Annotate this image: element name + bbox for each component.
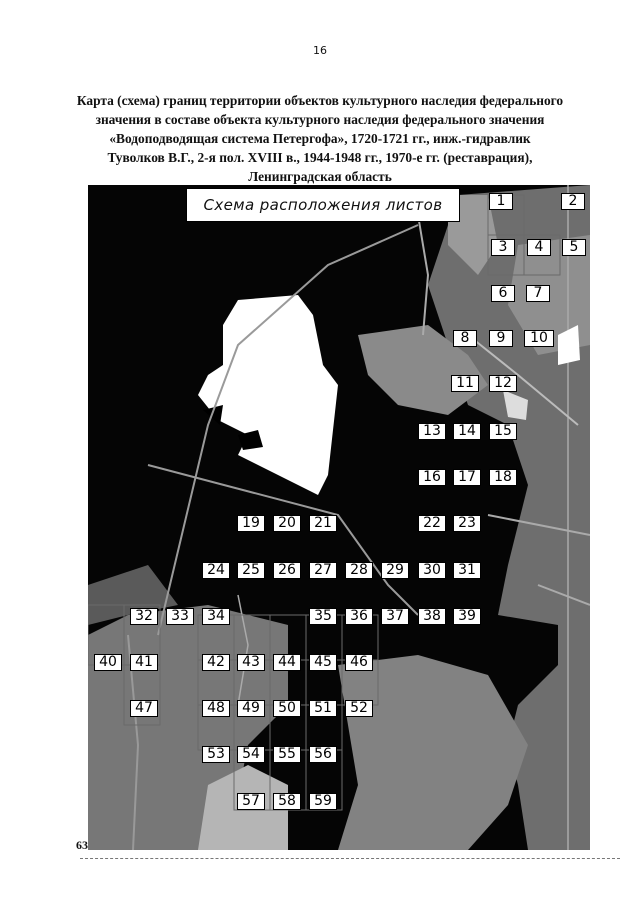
sheet-label[interactable]: 50 [273,700,301,717]
white-area-notch-2 [203,405,223,425]
sheet-label[interactable]: 12 [489,375,517,392]
title-line-3: «Водоподводящая система Петергофа», 1720-1721 гг., инж.-гидравлик [109,131,531,146]
sheet-label[interactable]: 34 [202,608,230,625]
sheet-label[interactable]: 59 [309,793,337,810]
sheet-label[interactable]: 5 [562,239,586,256]
sheet-label[interactable]: 35 [309,608,337,625]
sheet-label[interactable]: 47 [130,700,158,717]
terrain-southeast [338,655,528,850]
sheet-label[interactable]: 54 [237,746,265,763]
sheet-label[interactable]: 43 [237,654,265,671]
sheet-layout-map [88,185,590,850]
sheet-label[interactable]: 56 [309,746,337,763]
road-2 [148,465,418,615]
sheet-label[interactable]: 46 [345,654,373,671]
sheet-label[interactable]: 32 [130,608,158,625]
road-3 [418,215,428,335]
sheet-label[interactable]: 19 [237,515,265,532]
sheet-label[interactable]: 42 [202,654,230,671]
sheet-label[interactable]: 55 [273,746,301,763]
sheet-label[interactable]: 28 [345,562,373,579]
sheet-label[interactable]: 51 [309,700,337,717]
sheet-label[interactable]: 48 [202,700,230,717]
sheet-label[interactable]: 11 [451,375,479,392]
sheet-label[interactable]: 9 [489,330,513,347]
sheet-label[interactable]: 25 [237,562,265,579]
sheet-label[interactable]: 18 [489,469,517,486]
title-line-4: Туволков В.Г., 2-я пол. XVIII в., 1944-1948 гг., 1970-е гг. (реставрация), [107,150,533,165]
sheet-label[interactable]: 10 [524,330,554,347]
sheet-label[interactable]: 20 [273,515,301,532]
sheet-label[interactable]: 36 [345,608,373,625]
sheet-label[interactable]: 13 [418,423,446,440]
sheet-label[interactable]: 7 [526,285,550,302]
scan-bottom-line [80,858,620,859]
sheet-label[interactable]: 31 [453,562,481,579]
sheet-label[interactable]: 29 [381,562,409,579]
sheet-label[interactable]: 26 [273,562,301,579]
sheet-label[interactable]: 24 [202,562,230,579]
sheet-label[interactable]: 30 [418,562,446,579]
title-line-5: Ленинградская область [248,169,392,184]
sheet-label[interactable]: 3 [491,239,515,256]
sheet-label[interactable]: 58 [273,793,301,810]
sheet-label[interactable]: 2 [561,193,585,210]
sheet-label[interactable]: 4 [527,239,551,256]
legend-box: Схема расположения листов [186,188,460,222]
sheet-label[interactable]: 41 [130,654,158,671]
sheet-label[interactable]: 15 [489,423,517,440]
sheet-label[interactable]: 44 [273,654,301,671]
sheet-label[interactable]: 57 [237,793,265,810]
sheet-label[interactable]: 23 [453,515,481,532]
page-number: 16 [313,44,327,57]
sheet-label[interactable]: 27 [309,562,337,579]
sheet-label[interactable]: 39 [453,608,481,625]
sheet-label[interactable]: 52 [345,700,373,717]
corner-page-number: 63 [76,838,88,852]
sheet-label[interactable]: 22 [418,515,446,532]
sheet-label[interactable]: 33 [166,608,194,625]
sheet-label[interactable]: 21 [309,515,337,532]
page-title [40,91,600,186]
sheet-label[interactable]: 45 [309,654,337,671]
sheet-label[interactable]: 1 [489,193,513,210]
sheet-label[interactable]: 14 [453,423,481,440]
sheet-label[interactable]: 17 [453,469,481,486]
sheet-label[interactable]: 8 [453,330,477,347]
sheet-label[interactable]: 49 [237,700,265,717]
sheet-label[interactable]: 6 [491,285,515,302]
sheet-label[interactable]: 38 [418,608,446,625]
title-line-2: значения в составе объекта культурного наследия федерального значения [95,112,545,127]
sheet-label[interactable]: 37 [381,608,409,625]
title-line-1: Карта (схема) границ территории объектов культурного наследия федерального [76,93,564,108]
sheet-label[interactable]: 16 [418,469,446,486]
sheet-label[interactable]: 53 [202,746,230,763]
sheet-label[interactable]: 40 [94,654,122,671]
